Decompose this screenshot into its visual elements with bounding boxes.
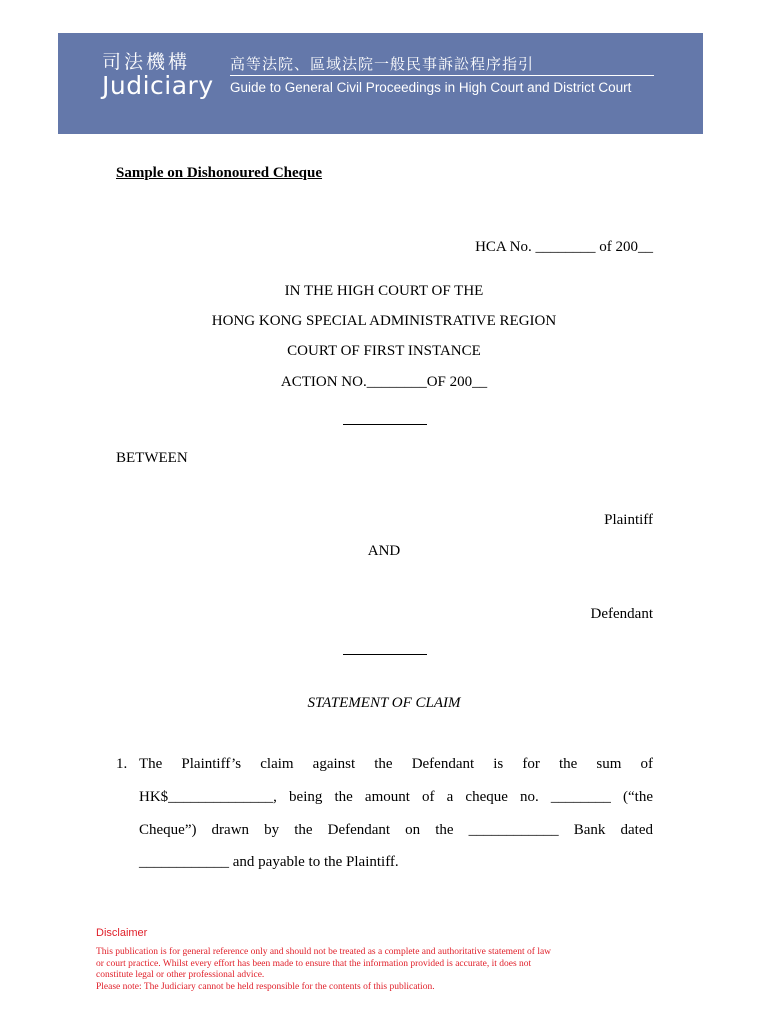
between-label: BETWEEN: [116, 450, 188, 466]
disclaimer-line-3: constitute legal or other professional advice.: [96, 970, 265, 980]
guide-title-chinese: 高等法院、區域法院一般民事訴訟程序指引: [230, 55, 535, 73]
court-line-3: COURT OF FIRST INSTANCE: [287, 343, 481, 359]
judiciary-logo-english: Judiciary: [102, 71, 214, 100]
defendant-label: Defendant: [590, 606, 653, 622]
paragraph-line-1: The Plaintiff’s claim against the Defendant is for the sum of: [139, 756, 653, 772]
and-label: AND: [367, 543, 401, 559]
statement-of-claim-heading: STATEMENT OF CLAIM: [307, 695, 461, 711]
paragraph-line-4: ____________ and payable to the Plaintiff.: [139, 854, 399, 870]
section-divider-top: [343, 424, 427, 425]
disclaimer-block: [96, 927, 551, 993]
banner-divider: [230, 75, 654, 76]
case-number: HCA No. ________ of 200__: [475, 239, 653, 255]
section-divider-bottom: [343, 654, 427, 655]
disclaimer-line-4: Please note: The Judiciary cannot be held responsible for the contents of this publication.: [96, 981, 435, 992]
disclaimer-line-1: This publication is for general reference only and should not be treated as a complete and authoritative statement of law: [96, 947, 552, 957]
action-number: ACTION NO.________OF 200__: [280, 374, 488, 390]
disclaimer-line-2: or court practice. Whilst every effort has been made to ensure that the information provided is accurate, it does not: [96, 958, 532, 969]
paragraph-number: 1.: [116, 756, 128, 772]
judiciary-logo-chinese: 司法機構: [102, 51, 191, 73]
paragraph-line-2: HK$______________, being the amount of a cheque no. ________ (“the: [139, 789, 653, 805]
paragraph-line-3: Cheque”) drawn by the Defendant on the ____________ Bank dated: [139, 822, 653, 838]
header-banner: [58, 33, 703, 134]
court-line-2: HONG KONG SPECIAL ADMINISTRATIVE REGION: [211, 313, 557, 329]
document-title: Sample on Dishonoured Cheque: [116, 165, 323, 181]
guide-title-english: Guide to General Civil Proceedings in High Court and District Court: [230, 80, 632, 95]
plaintiff-label: Plaintiff: [604, 512, 653, 528]
disclaimer-heading: Disclaimer: [96, 927, 148, 939]
court-line-1: IN THE HIGH COURT OF THE: [284, 283, 484, 299]
